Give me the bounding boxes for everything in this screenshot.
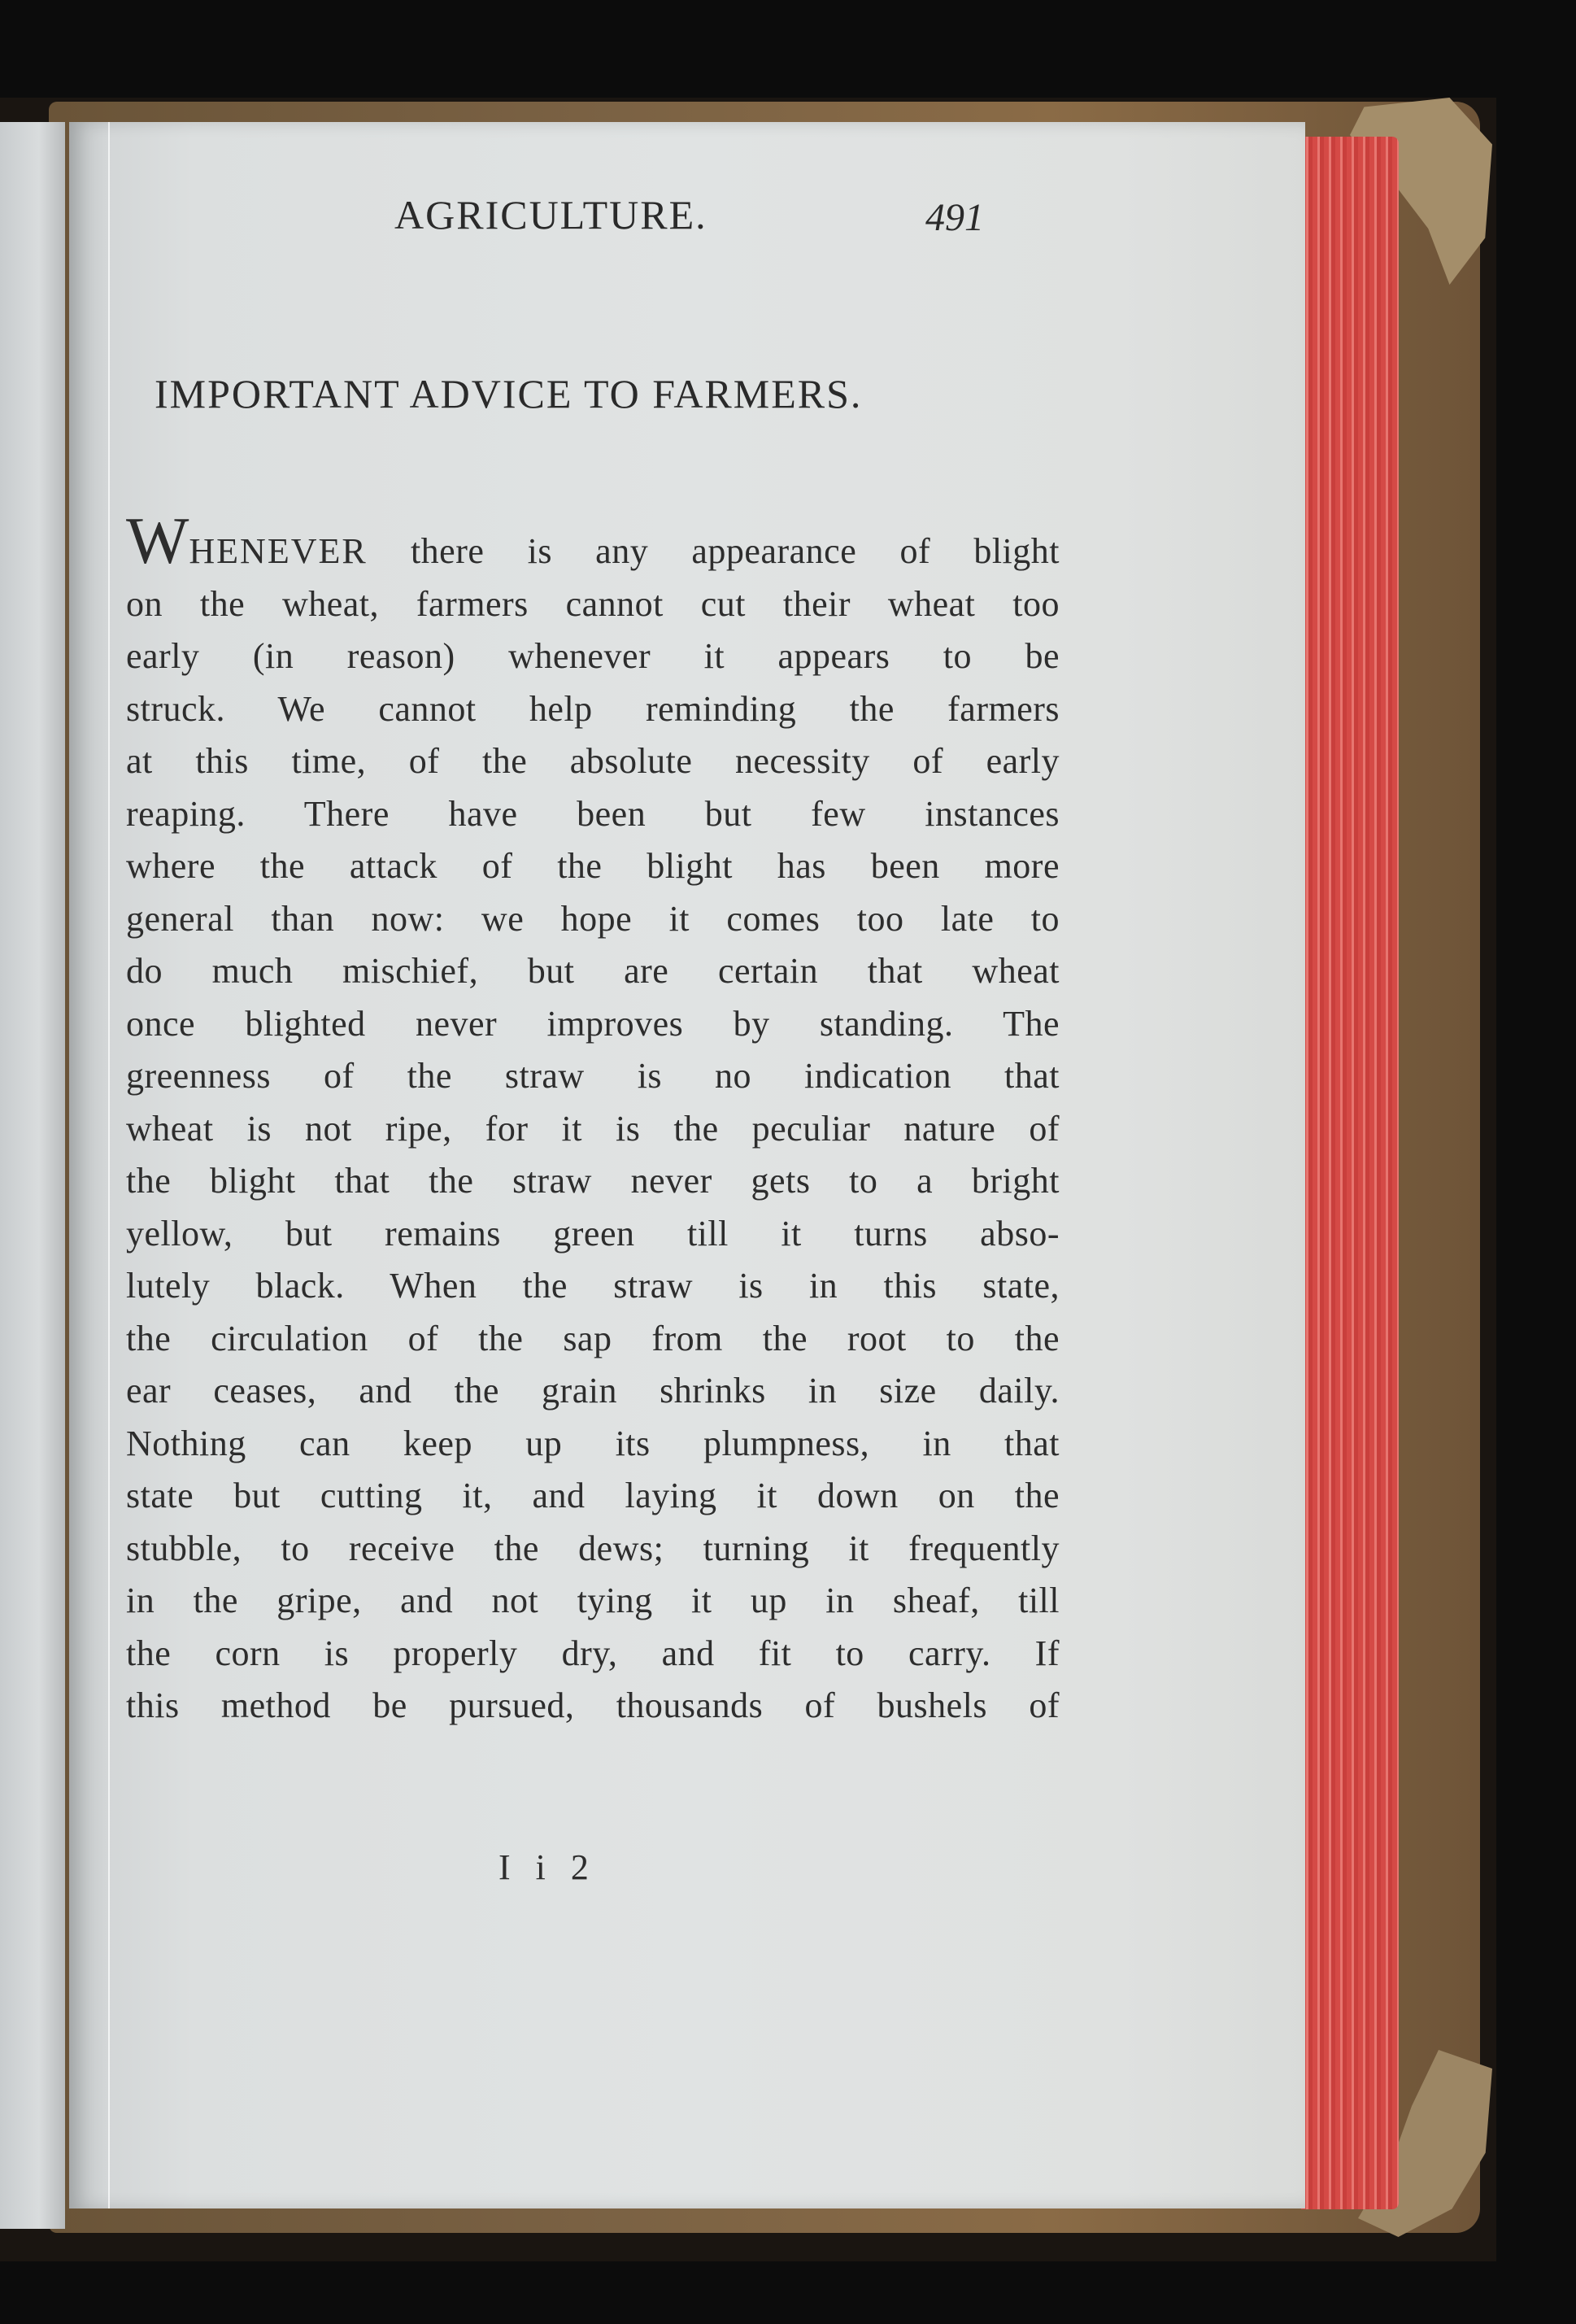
- body-line: greenness of the straw is no indication that: [126, 1056, 1060, 1096]
- body-line: on the wheat, farmers cannot cut their wheat too: [126, 583, 1060, 624]
- body-line: where the attack of the blight has been more: [126, 846, 1060, 886]
- body-line: in the gripe, and not tying it up in sheaf, till: [126, 1581, 1060, 1620]
- body-line: the corn is properly dry, and fit to carry. If: [126, 1633, 1060, 1673]
- body-line: lutely black. When the straw is in this state,: [126, 1266, 1060, 1306]
- body-line: once blighted never improves by standing. The: [126, 1003, 1060, 1044]
- body-line: the blight that the straw never gets to a bright: [126, 1161, 1060, 1201]
- body-line-first: [126, 504, 1060, 578]
- running-head: AGRICULTURE.: [394, 192, 707, 238]
- first-line-rest: there is any appearance of blight: [410, 531, 1060, 571]
- body-text: [126, 504, 1060, 1733]
- page-number: 491: [925, 196, 984, 239]
- body-line: do much mischief, but are certain that wheat: [126, 951, 1060, 991]
- first-word: HENEVER: [189, 531, 368, 571]
- body-line: this method be pursued, thousands of bushels of: [126, 1685, 1060, 1725]
- body-line: the circulation of the sap from the root to the: [126, 1318, 1060, 1358]
- gutter-line: [108, 122, 110, 2208]
- article-title: IMPORTANT ADVICE TO FARMERS.: [155, 371, 863, 416]
- body-line: stubble, to receive the dews; turning it frequently: [126, 1528, 1060, 1568]
- body-line: early (in reason) whenever it appears to be: [126, 636, 1060, 676]
- body-line: yellow, but remains green till it turns abso-: [126, 1213, 1060, 1254]
- body-line: Nothing can keep up its plumpness, in that: [126, 1423, 1060, 1463]
- body-line: general than now: we hope it comes too late to: [126, 898, 1060, 939]
- drop-cap: W: [126, 504, 189, 578]
- facing-page-edge: [0, 122, 65, 2229]
- body-line: wheat is not ripe, for it is the peculiar nature of: [126, 1108, 1060, 1149]
- red-page-edges: [1301, 137, 1399, 2209]
- body-line: ear ceases, and the grain shrinks in size daily.: [126, 1371, 1060, 1411]
- body-line: struck. We cannot help reminding the farmers: [126, 688, 1060, 729]
- body-line: reaping. There have been but few instances: [126, 793, 1060, 834]
- signature-mark: I i 2: [498, 1847, 597, 1887]
- body-line: at this time, of the absolute necessity of early: [126, 741, 1060, 781]
- body-line: state but cutting it, and laying it down on the: [126, 1476, 1060, 1515]
